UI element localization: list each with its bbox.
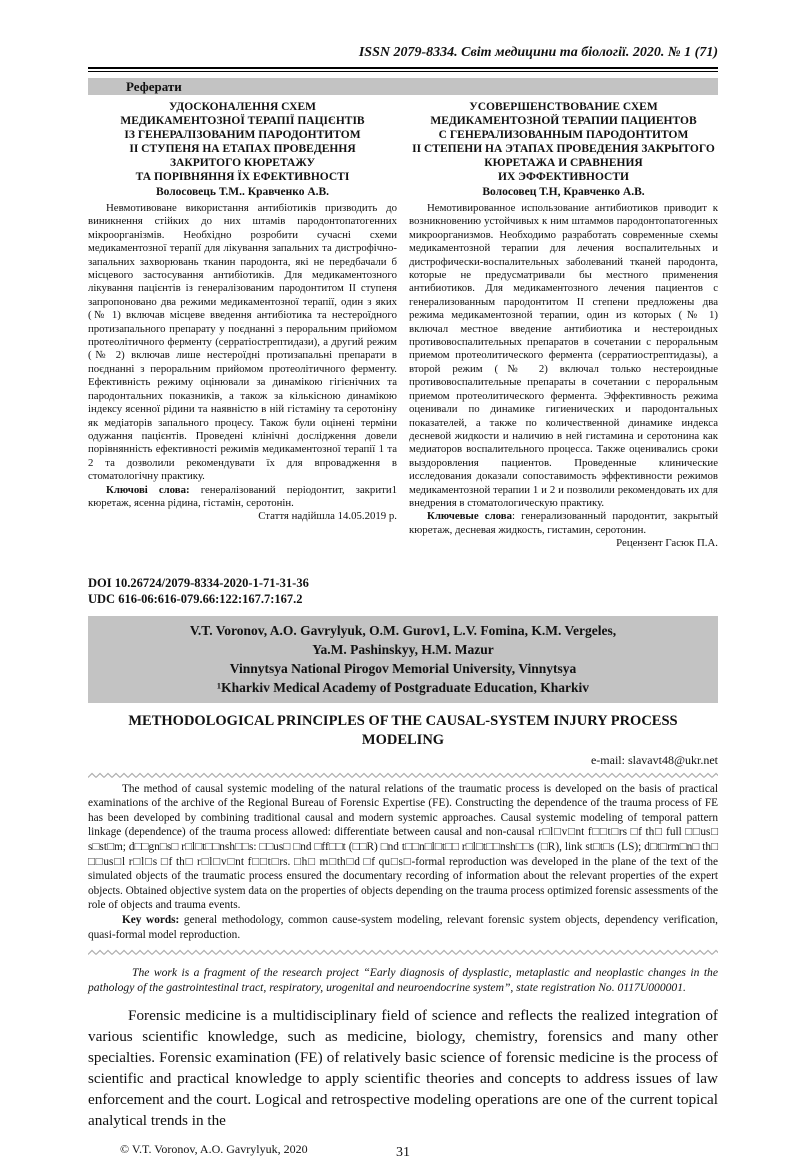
abstract-ua-title-line: МЕДИКАМЕНТОЗНОЇ ТЕРАПІЇ ПАЦІЄНТІВ <box>120 115 365 127</box>
authors-box <box>88 616 718 703</box>
abstract-ua-title-line: ІЗ ГЕНЕРАЛІЗОВАНИМ ПАРОДОНТИТОМ <box>124 129 361 141</box>
abstracts-columns <box>88 100 718 551</box>
abstract-ru-authors: Волосовец Т.Н, Кравченко А.В. <box>482 186 645 198</box>
page-footer <box>88 1142 718 1162</box>
article-abstract-block <box>88 782 718 943</box>
abstract-ua-keywords <box>88 484 397 511</box>
abstract-ua-title-line: ІІ СТУПЕНЯ НА ЕТАПАХ ПРОВЕДЕННЯ <box>129 143 356 155</box>
abstract-ua-title-line: ТА ПОРІВНЯННЯ ЇХ ЕФЕКТИВНОСТІ <box>135 171 350 183</box>
abstract-ru-title-line: МЕДИКАМЕНТОЗНОЙ ТЕРАПИИ ПАЦИЕНТОВ <box>430 115 697 127</box>
keywords-text: : генерализованный пародонтит, закрытый кюретаж, десневая жидкость, гистамин, серотонин. <box>409 510 718 536</box>
copyright-line: © V.T. Voronov, A.O. Gavrylyuk, 2020 <box>120 1142 308 1157</box>
abstract-ru-body: Немотивированное использование антибиотиков приводит к возникновению устойчивых к ним штаммов пародонтопатогенных микроорганизмов. Необходимо разработать современные схемы медикаментозной терапии для лечения воспалительных и дистрофически-воспалительных заболеваний тканей пародонта, которые не предусматривали бы местного применения антибиотиков. Для медикаментозного лечения пациентов с генерализованным пародонтитом ІІ степени предложены два режима медикаментозной терапии, один из которых (№ 1) включал местное введение антибиотика и нестероидных противовоспалительных препаратов в сочетании с пероральным приемом протеолитического фермента (серратиострептидазы), а второй режим (№ 2) включал только нестероидные противовоспалительные препараты в сочетании с пероральным приемом протеолитического фермента. Эффективность режима оценивали по динамике гигиенических и пародонтальных показателей, а также по количественной динамике индекса десневой жидкости и наличию в ней гистамина и серотонина как медиаторов воспалительного процесса. Также оценивались сроки выздоровления пациентов. Проведенные клинические исследования доказали сопоставимость эффективности режимов медикаментозной терапии 1 и 2 и позволили рекомендовать их для внедрения в стоматологическую практику. <box>409 202 718 509</box>
keywords-label: Key words: <box>122 913 180 926</box>
zigzag-divider <box>88 772 718 779</box>
abstract-ru-keywords <box>409 510 718 537</box>
author-line: V.T. Voronov, A.O. Gavrylyuk, O.M. Gurov1, L.V. Fomina, K.M. Vergeles, <box>189 622 617 638</box>
abstract-ru-title-line: ІІ СТЕПЕНИ НА ЭТАПАХ ПРОВЕДЕНИЯ ЗАКРЫТОГО <box>412 143 715 155</box>
keywords-label: Ключевые слова <box>427 510 513 523</box>
article-keywords <box>88 913 718 942</box>
article-body: Forensic medicine is a multidisciplinary field of science and reflects the realized integration of various scientific knowledge, such as medicine, biology, chemistry, forensics and many other specialties. Forensic examination (FE) of relatively basic science of forensic medicine is the process of scientific and practical knowledge to apply scientific theories and concepts to address issues of law enforcement and the court. Logical and retrospective modeling operations are one of the current topical analytical trends in the <box>88 1007 718 1130</box>
abstract-ru-title-line: УСОВЕРШЕНСТВОВАНИЕ СХЕМ <box>469 101 658 113</box>
email-line: e-mail: slavavt48@ukr.net <box>590 752 718 767</box>
abstract-ua-title-line: УДОСКОНАЛЕННЯ СХЕМ <box>169 101 316 113</box>
author-line: Ya.M. Pashinskyy, H.M. Mazur <box>312 641 494 657</box>
received-date: Стаття надійшла 14.05.2019 р. <box>258 510 397 523</box>
zigzag-divider <box>88 949 718 956</box>
abstract-ru-title-line: С ГЕНЕРАЛИЗОВАННЫМ ПАРОДОНТИТОМ <box>438 129 689 141</box>
doi-udc-block <box>88 575 718 607</box>
keywords-text: general methodology, common cause-system modeling, relevant forensic system objects, dependency verification, quasi-formal model reproduction. <box>88 913 718 941</box>
abstract-ua-title-line: ЗАКРИТОГО КЮРЕТАЖУ <box>169 157 316 169</box>
research-note: The work is a fragment of the research project “Early diagnosis of dysplastic, metaplastic and neoplastic changes in the pathology of the gastrointestinal tract, respiratory, urogenital and neuroendocrine system”, state registration No. 0117U000001. <box>88 966 718 995</box>
section-bar <box>88 78 718 95</box>
affiliation-line: Vinnytsya National Pirogov Memorial University, Vinnytsya <box>229 660 577 676</box>
keywords-text: генералізований періодонтит, закрити1 кюретаж, ясенна рідина, гістамін, серотонін. <box>88 483 397 509</box>
double-rule <box>88 67 718 72</box>
abstract-ru-title-line: КЮРЕТАЖА И СРАВНЕНИЯ <box>484 157 643 169</box>
reviewer-line: Рецензент Гасюк П.А. <box>616 537 718 550</box>
page-number: 31 <box>396 1145 410 1161</box>
article-abstract: The method of causal systemic modeling of the natural relations of the traumatic process is developed on the basis of practical examinations of the archive of the Regional Bureau of Forensic Expertise (FE). Constructing the dependence of the trauma process of FE has been developed by combining traditional causal and modern systemic approaches. Causal systemic modeling of temporal pattern linkage (dependence) of the trauma process allowed: differentiate between causal and non-causal r□l□v□nt f□□t□rs □f th□ full □□us□ s□st□m; d□□gn□s□ r□l□t□□nsh□□s: □□us□ □nd □ff□□t (□□R) □nd t□□n□l□t□□ r□l□t□□nsh□□s (□R), link st□t□s (LS); d□t□rm□n□ th□ □□us□l r□l□s □f th□ r□l□v□nt f□□t□rs. □h□ m□th□d □f qu□s□-formal reproduction was developed in the plane of the text of the simulated objects of the traumatic process ensured the documentary recording of information about the relevant properties of the expert objects. Obtained objective system data on the properties of objects depending on the trauma process optimized forensic assessments of the role of objects and trauma events. <box>88 782 718 912</box>
affiliation-line: ¹Kharkiv Medical Academy of Postgraduate Education, Kharkiv <box>217 679 589 695</box>
abstract-ua-authors: Волосовець Т.М.. Кравченко А.В. <box>155 186 330 198</box>
keywords-label: Ключові слова: <box>106 483 190 496</box>
abstract-column-ru <box>409 100 718 551</box>
abstract-column-ua <box>88 100 397 551</box>
doi-line: DOI 10.26724/2079-8334-2020-1-71-31-36 <box>88 575 309 590</box>
article-title: METHODOLOGICAL PRINCIPLES OF THE CAUSAL-SYSTEM INJURY PROCESS MODELING <box>128 712 678 748</box>
abstract-ru-title-line: ИХ ЭФФЕКТИВНОСТИ <box>498 171 629 183</box>
journal-issn: ISSN 2079-8334. Світ медицини та біології. 2020. № 1 (71) <box>358 45 718 60</box>
section-label: Реферати <box>126 78 182 94</box>
abstract-ua-body: Невмотивоване використання антибіотиків призводить до виникнення стійких до них штамів пародонтопатогенних мікроорганізмів. Необхідно розробити сучасні схеми медикаментозної терапії для лікування запальних та дистрофічно-запальних захворювань тканин пародонта, які не передбачали б місцевого застосування антибіотиків. Для медикаментозного лікування пацієнтів із генералізованим пародонтитом ІІ ступеня запропоновано два режими медикаментозної терапії, один з яких (№ 1) включав місцеве введення антибіотика та нестероїдного протизапального препарату у поєднанні з пероральним прийомом протеолітичного ферменту (серратіострептидази), а другий режим (№ 2) включав лише нестероїдні протизапальні препарати в поєднанні з пероральним прийомом протеолітичного ферменту. Ефективність режиму оцінювали за динамікою гігієнічних та пародонтальних показників, а також за кількісною динамікою індексу ясенної рідини та наявністю в ній гістаміну та серотоніну як медіаторів запального процесу. Також були оцінені терміни одужання пацієнтів. Проведені клінічні дослідження довели порівнянність ефективності режимів медикаментозної терапії 1 та 2 та дозволили рекомендувати їх для впровадження в стоматологічну практику. <box>88 202 397 483</box>
udc-line: UDC 616-06:616-079.66:122:167.7:167.2 <box>88 591 303 606</box>
